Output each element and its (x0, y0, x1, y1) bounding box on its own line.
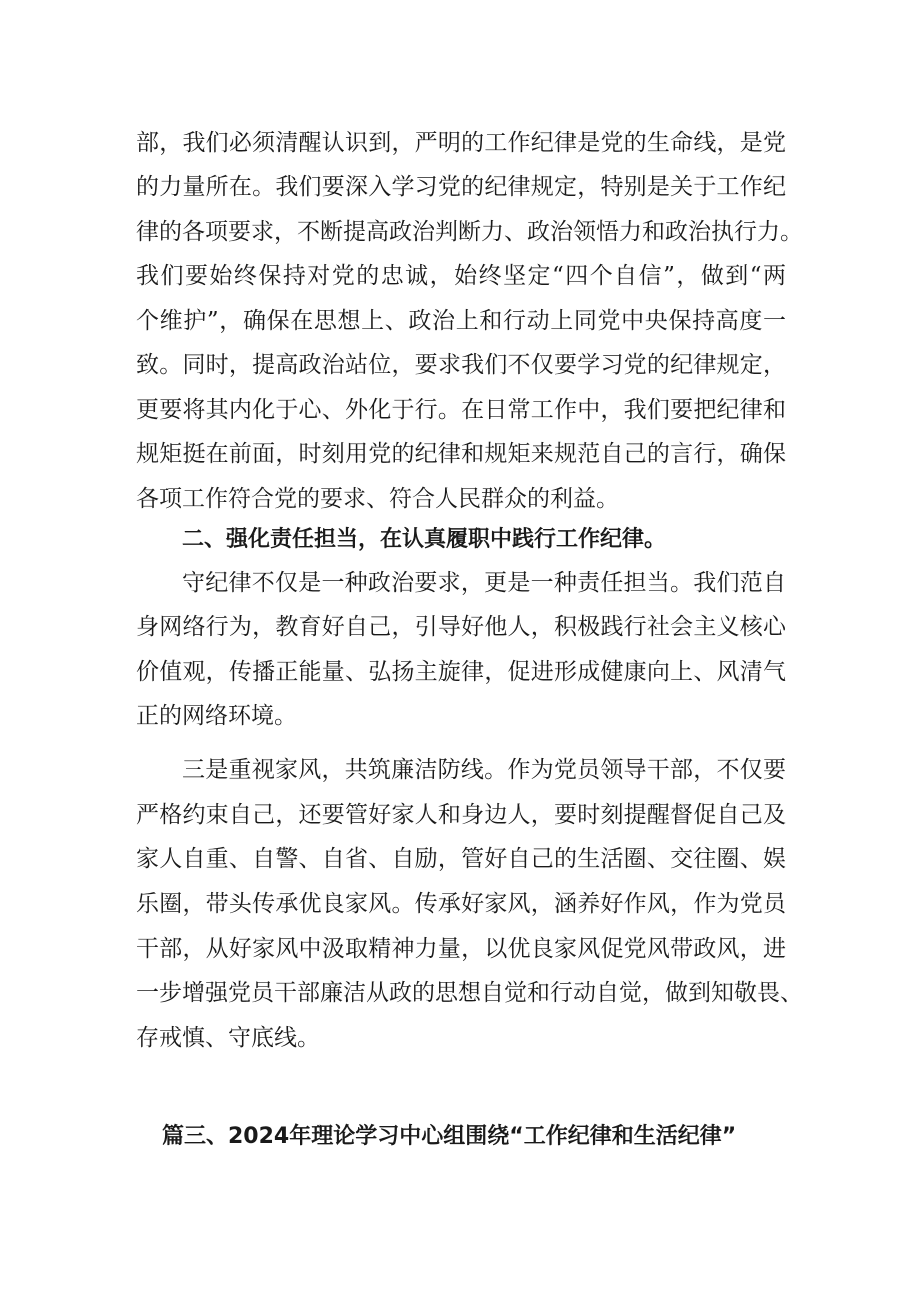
text-line: 部，我们必须清醒认识到，严明的工作纪律是党的生命线，是党 (136, 130, 786, 156)
article-title: 篇三、2024年理论学习中心组围绕“工作纪律和生活纪律” (162, 1124, 737, 1149)
text-line: 更要将其内化于心、外化于行。在日常工作中，我们要把纪律和 (136, 397, 786, 423)
text-line: 我们要始终保持对党的忠诚，始终坚定“四个自信”，做到“两 (136, 263, 786, 289)
text-line: 一步增强党员干部廉洁从政的思想自觉和行动自觉，做到知敬畏、 (136, 980, 803, 1006)
text-line: 致。同时，提高政治站位，要求我们不仅要学习党的纪律规定， (136, 352, 786, 378)
text-line: 干部，从好家风中汲取精神力量，以优良家风促党风带政风，进 (136, 936, 786, 962)
text-line: 正的网络环境。 (136, 703, 297, 729)
text-line: 守纪律不仅是一种政治要求，更是一种责任担当。我们范自 (182, 570, 786, 596)
text-line: 三是重视家风，共筑廉洁防线。作为党员领导干部，不仅要 (182, 757, 786, 783)
section-heading: 二、强化责任担当，在认真履职中践行工作纪律。 (182, 527, 667, 552)
text-line: 乐圈，带头传承优良家风。传承好家风，涵养好作风，作为党员 (136, 891, 786, 917)
text-line: 严格约束自己，还要管好家人和身边人，要时刻提醒督促自己及 (136, 802, 786, 828)
text-line: 身网络行为，教育好自己，引导好他人，积极践行社会主义核心 (136, 614, 786, 640)
text-line: 规矩挺在前面，时刻用党的纪律和规矩来规范自己的言行，确保 (136, 441, 786, 467)
text-line: 各项工作符合党的要求、符合人民群众的利益。 (136, 486, 619, 512)
text-line: 价值观，传播正能量、弘扬主旋律，促进形成健康向上、风清气 (136, 659, 786, 685)
text-line: 个维护”，确保在思想上、政治上和行动上同党中央保持高度一 (136, 308, 786, 334)
text-line: 存戒慎、守底线。 (136, 1025, 320, 1051)
text-line: 律的各项要求，不断提高政治判断力、政治领悟力和政治执行力。 (136, 219, 803, 245)
text-line: 家人自重、自警、自省、自励，管好自己的生活圈、交往圈、娱 (136, 846, 786, 872)
text-line: 的力量所在。我们要深入学习党的纪律规定，特别是关于工作纪 (136, 174, 786, 200)
